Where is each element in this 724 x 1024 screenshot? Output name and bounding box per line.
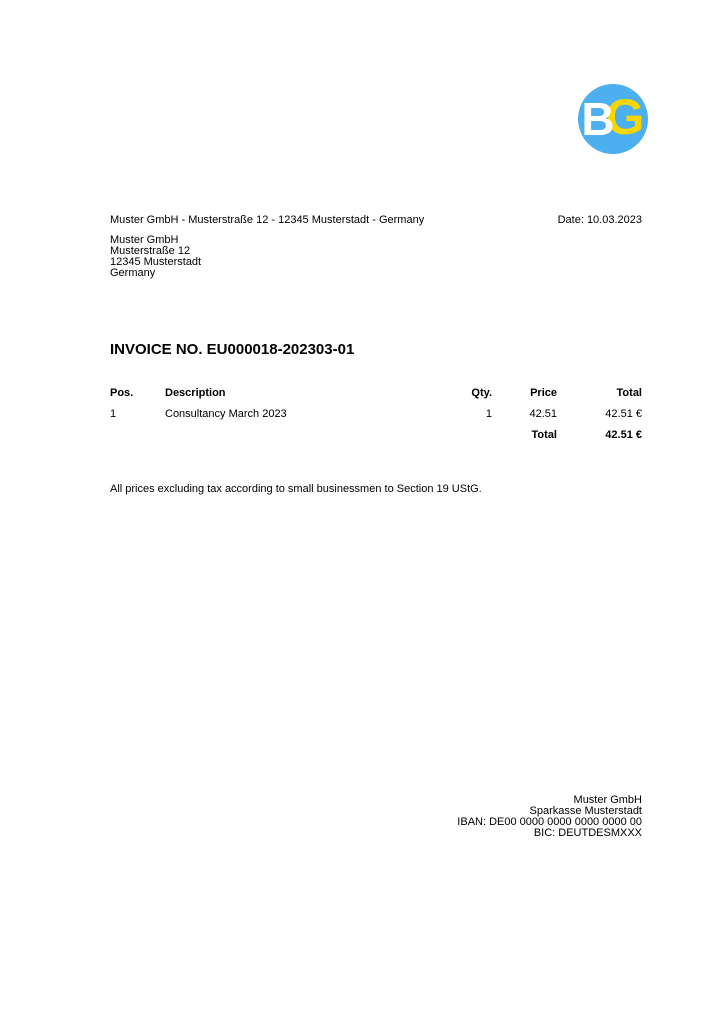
recipient-city: 12345 Musterstadt (110, 256, 202, 268)
recipient-address-block (110, 235, 201, 279)
logo-letter-b: B (581, 93, 615, 145)
sender-address-line: Muster GmbH - Musterstraße 12 - 12345 Musterstadt - Germany (110, 214, 425, 226)
header-total: Total (616, 387, 642, 399)
recipient-country: Germany (110, 267, 156, 279)
item-description: Consultancy March 2023 (165, 408, 287, 420)
item-total: 42.51 € (605, 408, 642, 420)
bank-company-name: Muster GmbH (573, 794, 642, 806)
total-value: 42.51 € (605, 429, 642, 441)
invoice-title: INVOICE NO. EU000018-202303-01 (110, 341, 355, 358)
recipient-street: Musterstraße 12 (110, 245, 191, 257)
header-pos: Pos. (110, 387, 134, 399)
invoice-date: Date: 10.03.2023 (557, 214, 642, 226)
item-price: 42.51 (529, 408, 557, 420)
header-qty: Qty. (471, 387, 492, 399)
item-pos: 1 (110, 408, 117, 420)
company-logo (578, 84, 648, 154)
recipient-name: Muster GmbH (110, 234, 179, 246)
bank-iban: IBAN: DE00 0000 0000 0000 0000 00 (457, 816, 642, 828)
total-label: Total (531, 429, 557, 441)
header-description: Description (165, 387, 226, 399)
table-total-row (110, 429, 642, 442)
bank-details-block (457, 795, 642, 839)
table-header-row (110, 387, 642, 400)
logo-letter-g: G (605, 89, 645, 145)
bank-name: Sparkasse Musterstadt (529, 805, 642, 817)
tax-note: All prices excluding tax according to small businessmen to Section 19 UStG. (110, 483, 482, 495)
table-row (110, 408, 642, 421)
bank-bic: BIC: DEUTDESMXXX (533, 827, 642, 839)
item-qty: 1 (485, 408, 492, 420)
header-price: Price (530, 387, 557, 399)
